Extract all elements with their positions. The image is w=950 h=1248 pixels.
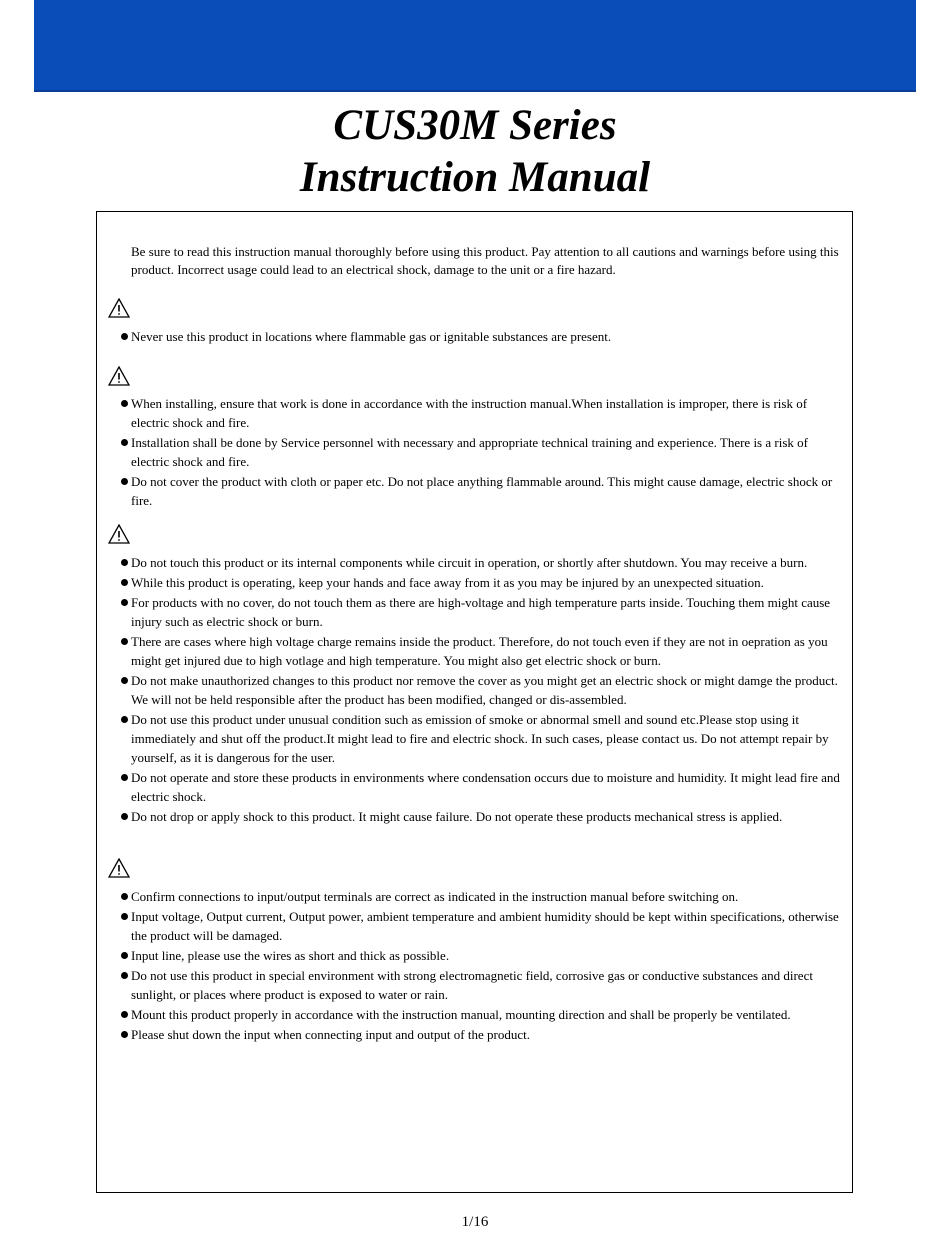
intro-paragraph: Be sure to read this instruction manual thoroughly before using this product. Pay attention to all cautions and warnings before using this product. Incorrect usage could lead to an electrical shock, damage to the unit or a fire hazard. xyxy=(131,244,839,277)
bullet-icon xyxy=(121,893,128,900)
page-number: 1/16 xyxy=(461,1214,489,1230)
bullet-icon xyxy=(121,478,128,485)
list-item: While this product is operating, keep your hands and face away from it as you may be injured by an unexpected situation. xyxy=(121,573,843,592)
list-item: Installation shall be done by Service personnel with necessary and appropriate technical training and experience. There is a risk of electric shock and fire. xyxy=(121,433,843,471)
warning-list-3 xyxy=(121,553,843,827)
bullet-icon xyxy=(121,439,128,446)
warning-list-1 xyxy=(121,327,843,347)
list-item: Confirm connections to input/output terminals are correct as indicated in the instruction manual before switching on. xyxy=(121,887,843,906)
warning-triangle-icon xyxy=(108,524,130,544)
warning-list-4 xyxy=(121,887,843,1045)
bullet-icon xyxy=(121,638,128,645)
header-band xyxy=(34,0,916,92)
bullet-icon xyxy=(121,952,128,959)
bullet-icon xyxy=(121,716,128,723)
warning-list-2 xyxy=(121,394,843,511)
bullet-icon xyxy=(121,400,128,407)
safety-notice-box xyxy=(96,211,853,1193)
bullet-icon xyxy=(121,913,128,920)
bullet-icon xyxy=(121,599,128,606)
bullet-icon xyxy=(121,559,128,566)
list-item: Never use this product in locations where flammable gas or ignitable substances are present. xyxy=(121,327,843,346)
bullet-icon xyxy=(121,579,128,586)
list-item: Do not make unauthorized changes to this product nor remove the cover as you might get an electric shock or might damge the product. We will not be held responsible after the product has been modified, changed or dis-assembled. xyxy=(121,671,843,709)
list-item: There are cases where high voltage charge remains inside the product. Therefore, do not touch even if they are not in oepration as you might get injured due to high votlage and high temperature. You might also get electric shock or burn. xyxy=(121,632,843,670)
warning-triangle-icon xyxy=(108,298,130,318)
list-item: Do not drop or apply shock to this product. It might cause failure. Do not operate these products mechanical stress is applied. xyxy=(121,807,843,826)
title-line-2: Instruction Manual xyxy=(299,154,651,201)
list-item: Mount this product properly in accordance with the instruction manual, mounting direction and shall be properly be ventilated. xyxy=(121,1005,843,1024)
title-line-1: CUS30M Series xyxy=(333,102,617,149)
warning-triangle-icon xyxy=(108,858,130,878)
bullet-icon xyxy=(121,333,128,340)
list-item: Input voltage, Output current, Output power, ambient temperature and ambient humidity should be kept within specifications, otherwise the product will be damaged. xyxy=(121,907,843,945)
bullet-icon xyxy=(121,1011,128,1018)
list-item: Do not cover the product with cloth or paper etc. Do not place anything flammable around. This might cause damage, electric shock or fire. xyxy=(121,472,843,510)
list-item: Do not use this product in special environment with strong electromagnetic field, corrosive gas or conductive substances and direct sunlight, or places where product is exposed to water or rain. xyxy=(121,966,843,1004)
warning-triangle-icon xyxy=(108,366,130,386)
list-item: Do not use this product under unusual condition such as emission of smoke or abnormal smell and sound etc.Please stop using it immediately and shut off the product.It might lead to fire and electric shock. In such cases, please contact us. Do not attempt repair by yourself, as it is dangerous for the user. xyxy=(121,710,843,767)
bullet-icon xyxy=(121,813,128,820)
bullet-icon xyxy=(121,972,128,979)
list-item: Do not operate and store these products in environments where condensation occurs due to moisture and humidity. It might lead fire and electric shock. xyxy=(121,768,843,806)
list-item: When installing, ensure that work is done in accordance with the instruction manual.When installation is improper, there is risk of electric shock and fire. xyxy=(121,394,843,432)
list-item: For products with no cover, do not touch them as there are high-voltage and high temperature parts inside. Touching them might cause injury such as electric shock or burn. xyxy=(121,593,843,631)
bullet-icon xyxy=(121,677,128,684)
bullet-icon xyxy=(121,774,128,781)
list-item: Please shut down the input when connecting input and output of the product. xyxy=(121,1025,843,1044)
bullet-icon xyxy=(121,1031,128,1038)
document-title xyxy=(0,100,950,204)
list-item: Do not touch this product or its internal components while circuit in operation, or shortly after shutdown. You may receive a burn. xyxy=(121,553,843,572)
list-item: Input line, please use the wires as short and thick as possible. xyxy=(121,946,843,965)
